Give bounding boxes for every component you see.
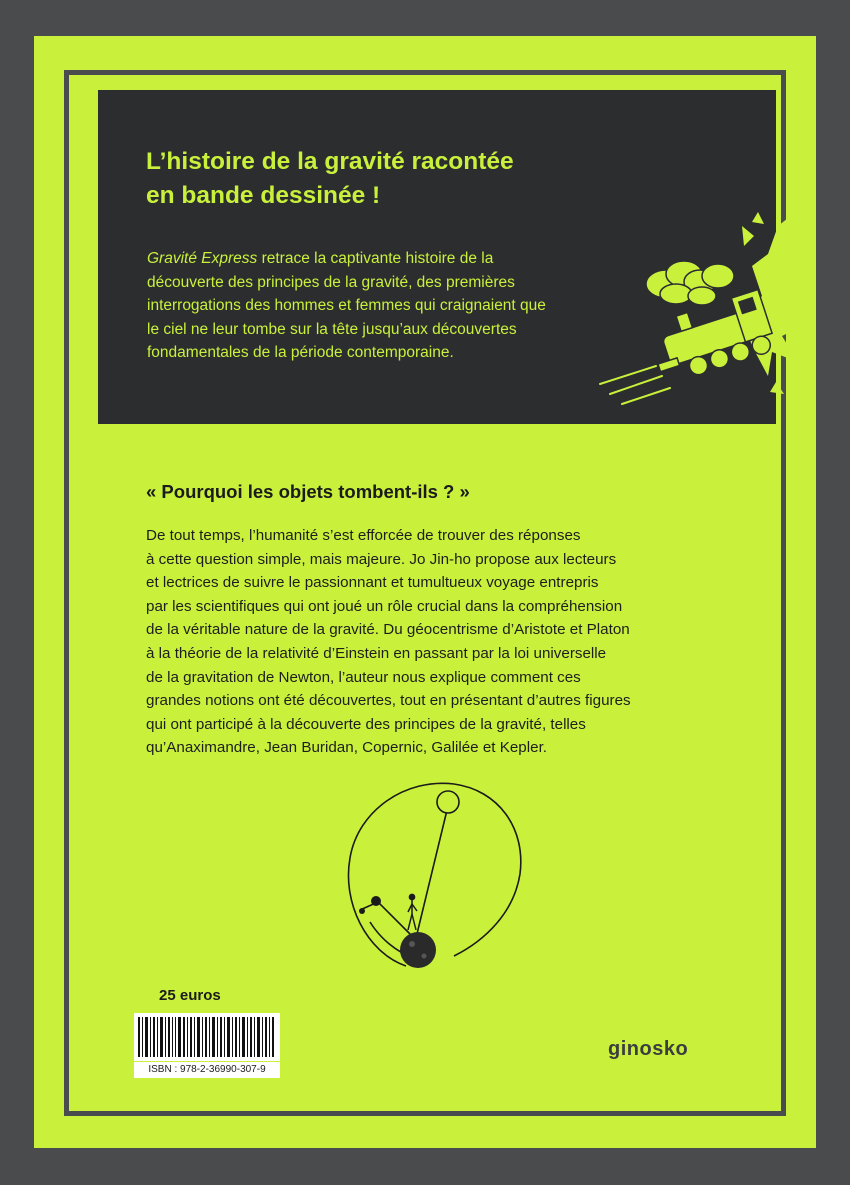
description-line: à la théorie de la relativité d’Einstein en passant par la loi universelle — [146, 644, 607, 662]
description-line: qui ont participé à la découverte des principes de la gravité, telles — [146, 715, 586, 733]
section-question: « Pourquoi les objets tombent-ils ? » — [146, 481, 470, 502]
publisher-logo: ginosko — [608, 1038, 689, 1060]
headline-line-2: en bande dessinée ! — [146, 182, 381, 209]
description-line: de la véritable nature de la gravité. Du géocentrisme d’Aristote et Platon — [146, 621, 630, 639]
price: 25 euros — [159, 987, 221, 1004]
headline — [146, 145, 666, 213]
description-line: De tout temps, l’humanité s’est efforcée de trouver des réponses — [146, 527, 581, 544]
intro-line-3: interrogations des hommes et femmes qui craignaient que — [147, 297, 546, 314]
train-illustration — [592, 206, 808, 416]
isbn: ISBN : 978-2-36990-307-9 — [134, 1062, 280, 1078]
headline-line-1: L’histoire de la gravité racontée — [146, 148, 514, 175]
book-title: Gravité Express — [147, 250, 258, 267]
description-line: par les scientifiques qui ont joué un rôle crucial dans la compréhension — [146, 597, 623, 615]
intro-line-1-rest: retrace la captivante histoire de la — [257, 250, 494, 267]
intro-line-1 — [147, 247, 647, 271]
intro-text — [147, 247, 647, 365]
description-line: de la gravitation de Newton, l’auteur nous explique comment ces — [146, 668, 581, 686]
intro-line-4: le ciel ne leur tombe sur la tête jusqu’aux découvertes — [147, 320, 517, 338]
barcode — [134, 1013, 280, 1061]
orbit-illustration — [336, 762, 530, 976]
intro-line-5: fondamentales de la période contemporaine. — [147, 344, 454, 361]
description — [146, 524, 746, 760]
description-line: qu’Anaximandre, Jean Buridan, Copernic, Galilée et Kepler. — [146, 739, 548, 757]
description-line: grandes notions ont été découvertes, tout en présentant d’autres figures — [146, 692, 631, 710]
description-line: et lectrices de suivre le passionnant et tumultueux voyage entrepris — [146, 574, 599, 592]
intro-line-2: découverte des principes de la gravité, des premières — [147, 273, 515, 291]
description-line: à cette question simple, mais majeure. Jo Jin-ho propose aux lecteurs — [146, 550, 617, 568]
